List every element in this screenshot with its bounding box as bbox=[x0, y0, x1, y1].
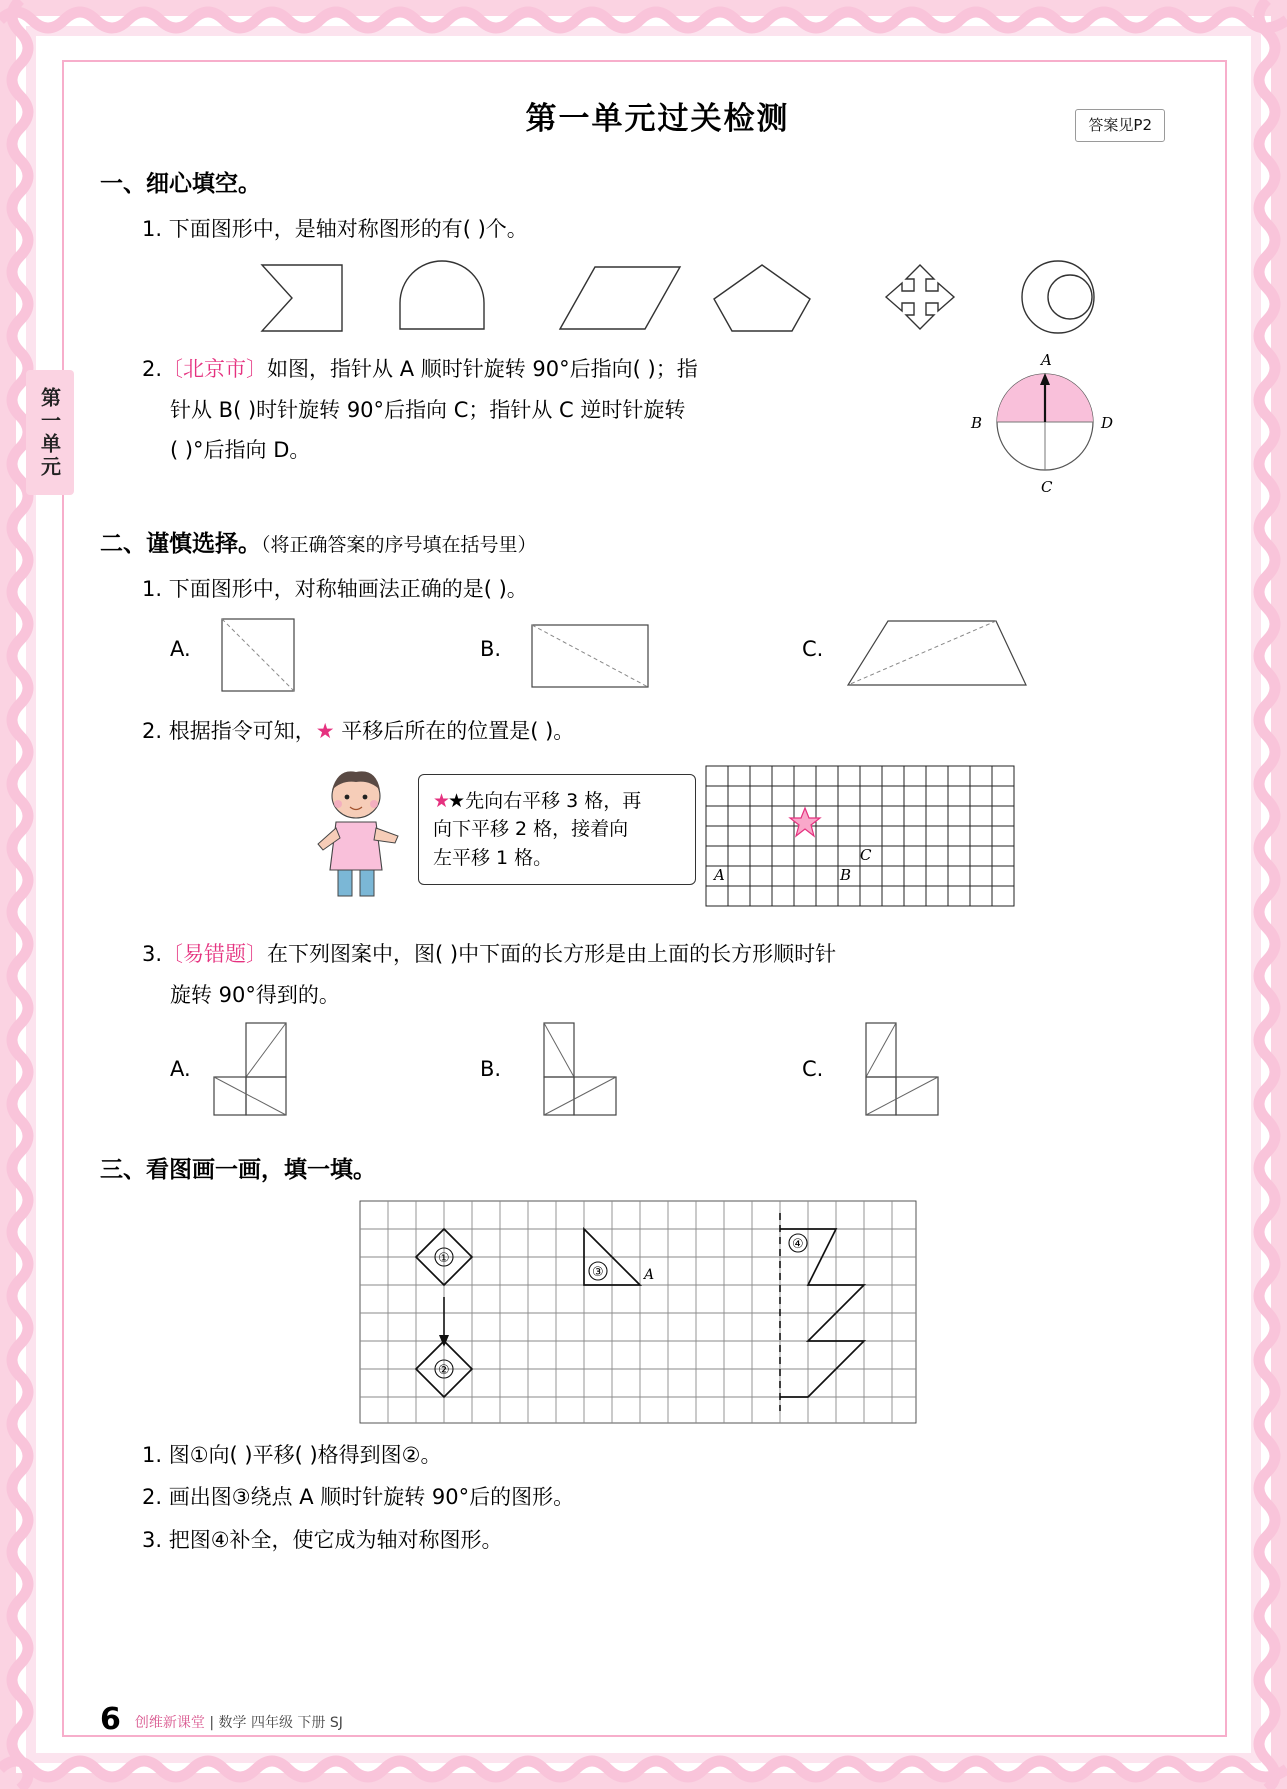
section-2-heading-main: 二、谨慎选择。 bbox=[100, 531, 261, 558]
page-number: 6 bbox=[100, 1702, 121, 1737]
answer-reference-badge: 答案见P2 bbox=[1075, 109, 1165, 142]
section-3-heading: 三、看图画一画，填一填。 bbox=[100, 1157, 376, 1184]
q2-text-a: 如图，指针从 A 顺时针旋转 90°后指向( )；指 bbox=[267, 357, 698, 382]
figure-point-a: A bbox=[643, 1266, 654, 1283]
section-3-grid-figure bbox=[100, 1199, 1175, 1425]
section-2-question-3-line-1 bbox=[142, 938, 1175, 971]
section-1-question-1: 1. 下面图形中，是轴对称图形的有( )个。 bbox=[142, 216, 528, 241]
bubble-line-1 bbox=[433, 787, 681, 816]
worksheet-content bbox=[100, 95, 1175, 1562]
bubble-line-2: 向下平移 2 格，接着向 bbox=[433, 818, 629, 841]
q2-region-tag: 〔北京市〕 bbox=[162, 357, 268, 382]
section-2-heading-sub: （将正确答案的序号填在括号里） bbox=[261, 534, 537, 557]
figure-label-4: ④ bbox=[791, 1236, 804, 1252]
bubble-line-3: 左平移 1 格。 bbox=[433, 846, 553, 869]
section-2-question-2: 2. 根据指令可知，★ 平移后所在的位置是( )。 bbox=[142, 719, 575, 744]
translation-grid bbox=[700, 760, 1030, 914]
unit-side-tab bbox=[26, 370, 74, 495]
bubble-line-1-text: ★先向右平移 3 格，再 bbox=[448, 789, 642, 812]
grid-label-c: C bbox=[860, 845, 872, 864]
figure-label-1: ① bbox=[437, 1250, 450, 1266]
shape-semicircle bbox=[400, 261, 484, 329]
section-2-question-1: 1. 下面图形中，对称轴画法正确的是( )。 bbox=[142, 576, 528, 601]
section-2-q3-options-row bbox=[170, 1017, 1175, 1127]
footer-brand-label: 创维新课堂 bbox=[134, 1715, 205, 1731]
speech-bubble bbox=[418, 774, 696, 886]
wave-decoration-bottom bbox=[0, 1749, 1287, 1789]
shape-pentagon bbox=[714, 265, 810, 331]
svg-text:D: D bbox=[1101, 414, 1114, 433]
q2-number: 2. bbox=[142, 357, 163, 382]
bubble-star-icon: ★ bbox=[433, 789, 451, 812]
q3-text-a: 在下列图案中，图( )中下面的长方形是由上面的长方形顺时针 bbox=[267, 941, 837, 966]
q3-option-a-label: A. bbox=[170, 1057, 191, 1082]
figure-label-3: ③ bbox=[591, 1264, 604, 1280]
section-3-question-2: 2. 画出图③绕点 A 顺时针旋转 90°后的图形。 bbox=[142, 1485, 575, 1510]
grid-label-a: A bbox=[714, 865, 725, 884]
wave-decoration-right bbox=[1247, 0, 1287, 1789]
wave-decoration-left bbox=[0, 0, 40, 1789]
q3-number: 3. bbox=[142, 941, 163, 966]
page-title: 第一单元过关检测 bbox=[525, 101, 790, 137]
clock-diagram bbox=[955, 347, 1135, 497]
q3-option-c-label: C. bbox=[802, 1057, 824, 1082]
wave-decoration-top bbox=[0, 0, 1287, 40]
q3-option-b-label: B. bbox=[480, 1057, 502, 1082]
section-2-question-3-line-2: 旋转 90°得到的。 bbox=[170, 982, 340, 1007]
svg-text:A: A bbox=[1041, 351, 1052, 370]
q1-option-b-label: B. bbox=[480, 637, 502, 662]
section-2-q1-options-row bbox=[170, 611, 1175, 703]
section-1-question-2-line-3: ( )°后指向 D。 bbox=[170, 438, 311, 463]
shape-arrow-notched bbox=[262, 265, 342, 331]
section-1-shapes-row bbox=[250, 251, 1175, 343]
svg-text:B: B bbox=[971, 414, 983, 433]
boy-illustration bbox=[310, 770, 402, 900]
section-1-question-2-line-2: 针从 B( )时针旋转 90°后指向 C；指针从 C 逆时针旋转 bbox=[170, 397, 686, 422]
shape-circle-inner bbox=[1048, 275, 1092, 319]
shape-parallelogram bbox=[560, 267, 680, 329]
svg-text:C: C bbox=[1041, 478, 1053, 497]
q1-option-c-label: C. bbox=[802, 637, 824, 662]
option-c-trapezoid bbox=[848, 621, 1026, 685]
star-icon: ★ bbox=[315, 719, 335, 744]
section-2-q2-illustration bbox=[100, 756, 1175, 928]
shape-circle-outer bbox=[1022, 261, 1094, 333]
q1-option-a-label: A. bbox=[170, 637, 191, 662]
page-footer bbox=[100, 1702, 1175, 1737]
section-3-question-3: 3. 把图④补全，使它成为轴对称图形。 bbox=[142, 1527, 503, 1552]
q3-difficulty-tag: 〔易错题〕 bbox=[162, 941, 268, 966]
footer-brand: 创维新课堂 | 数学 四年级 下册 SJ bbox=[134, 1715, 343, 1731]
section-1-heading: 一、细心填空。 bbox=[100, 171, 261, 198]
shape-four-way-arrow bbox=[886, 265, 954, 329]
footer-info-label: 数学 四年级 下册 SJ bbox=[218, 1715, 343, 1731]
figure-label-2: ② bbox=[437, 1362, 450, 1378]
section-2-heading bbox=[100, 527, 1175, 563]
unit-side-tab-label: 第一单元 bbox=[37, 386, 62, 479]
section-3-question-1: 1. 图①向( )平移( )格得到图②。 bbox=[142, 1442, 442, 1467]
grid-label-b: B bbox=[840, 865, 852, 884]
section-1-question-2-line-1 bbox=[142, 353, 912, 386]
